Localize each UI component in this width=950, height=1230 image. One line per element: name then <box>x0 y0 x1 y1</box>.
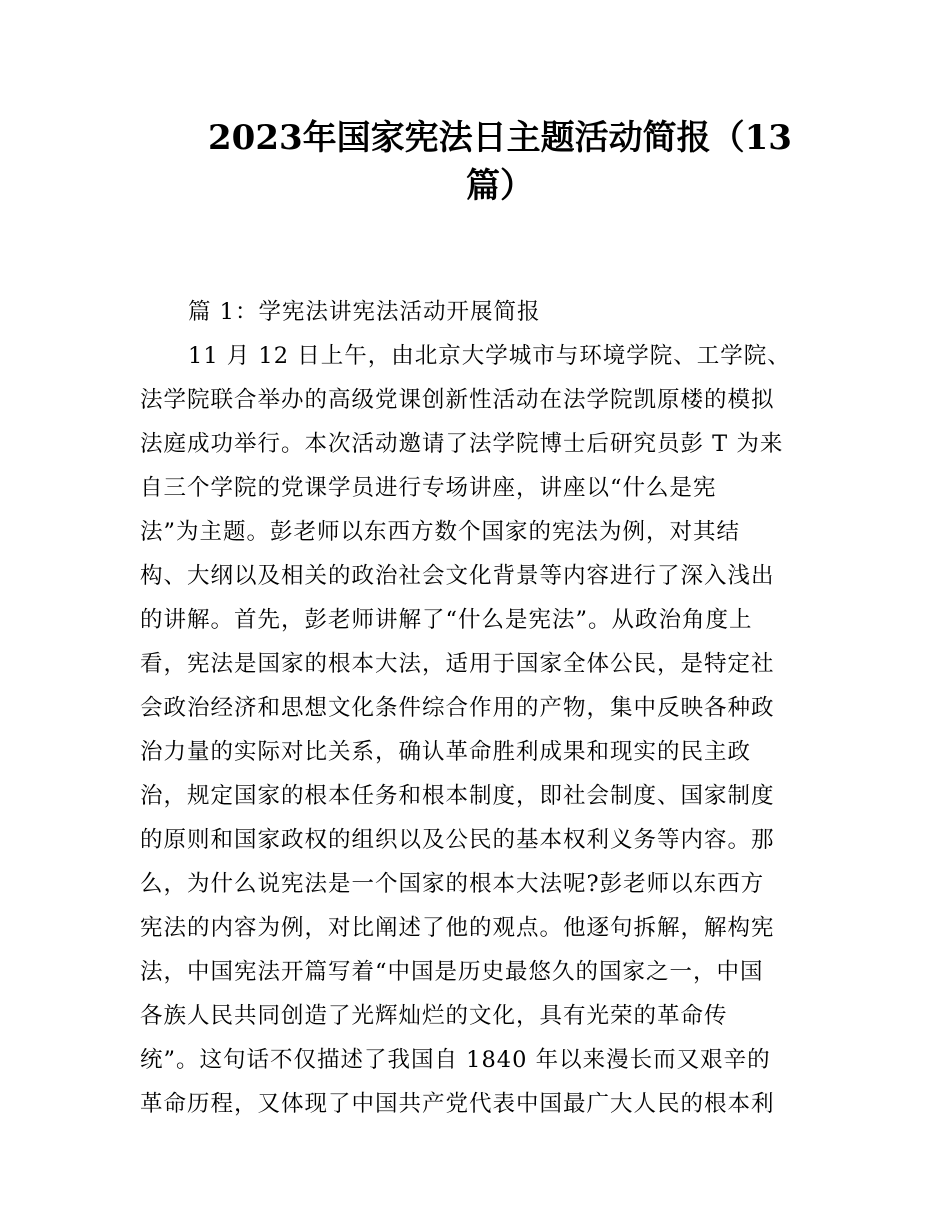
document-body <box>140 290 820 1126</box>
paragraph-line: 会政治经济和思想文化条件综合作用的产物，集中反映各种政 <box>140 695 775 721</box>
paragraph-line: 宪法的内容为例，对比阐述了他的观点。他逐句拆解，解构宪 <box>140 915 775 941</box>
paragraph-line: 11 月 12 日上午，由北京大学城市与环境学院、工学院、 <box>188 343 791 369</box>
paragraph-line: 的讲解。首先，彭老师讲解了“什么是宪法”。从政治角度上 <box>140 607 753 633</box>
paragraph-line: 统”。这句话不仅描述了我国自 1840 年以来漫长而又艰辛的 <box>140 1047 771 1073</box>
document-title-line-2: 篇） <box>466 166 534 206</box>
document-title-line-1: 2023年国家宪法日主题活动简报（13 <box>208 118 792 158</box>
paragraph-line: 法”为主题。彭老师以东西方数个国家的宪法为例，对其结 <box>140 519 741 545</box>
paragraph-line: 治，规定国家的根本任务和根本制度，即社会制度、国家制度 <box>140 783 775 809</box>
section-heading: 篇 1：学宪法讲宪法活动开展简报 <box>188 299 541 325</box>
document-title <box>200 114 800 210</box>
paragraph-line: 么，为什么说宪法是一个国家的根本大法呢?彭老师以东西方 <box>140 871 765 897</box>
paragraph-line: 的原则和国家政权的组织以及公民的基本权利义务等内容。那 <box>140 827 775 853</box>
paragraph-line: 革命历程，又体现了中国共产党代表中国最广大人民的根本利 <box>140 1091 775 1117</box>
paragraph-line: 治力量的实际对比关系，确认革命胜利成果和现实的民主政 <box>140 739 752 765</box>
paragraph-line: 法，中国宪法开篇写着“中国是历史最悠久的国家之一，中国 <box>140 959 764 985</box>
paragraph-line: 法庭成功举行。本次活动邀请了法学院博士后研究员彭 T 为来 <box>140 431 784 457</box>
paragraph-line: 各族人民共同创造了光辉灿烂的文化，具有光荣的革命传 <box>140 1003 728 1029</box>
paragraph-line: 自三个学院的党课学员进行专场讲座，讲座以“什么是宪 <box>140 475 717 501</box>
paragraph-line: 法学院联合举办的高级党课创新性活动在法学院凯原楼的模拟 <box>140 387 775 413</box>
paragraph-line: 看，宪法是国家的根本大法，适用于国家全体公民，是特定社 <box>140 651 775 677</box>
paragraph-line: 构、大纲以及相关的政治社会文化背景等内容进行了深入浅出 <box>140 563 775 589</box>
